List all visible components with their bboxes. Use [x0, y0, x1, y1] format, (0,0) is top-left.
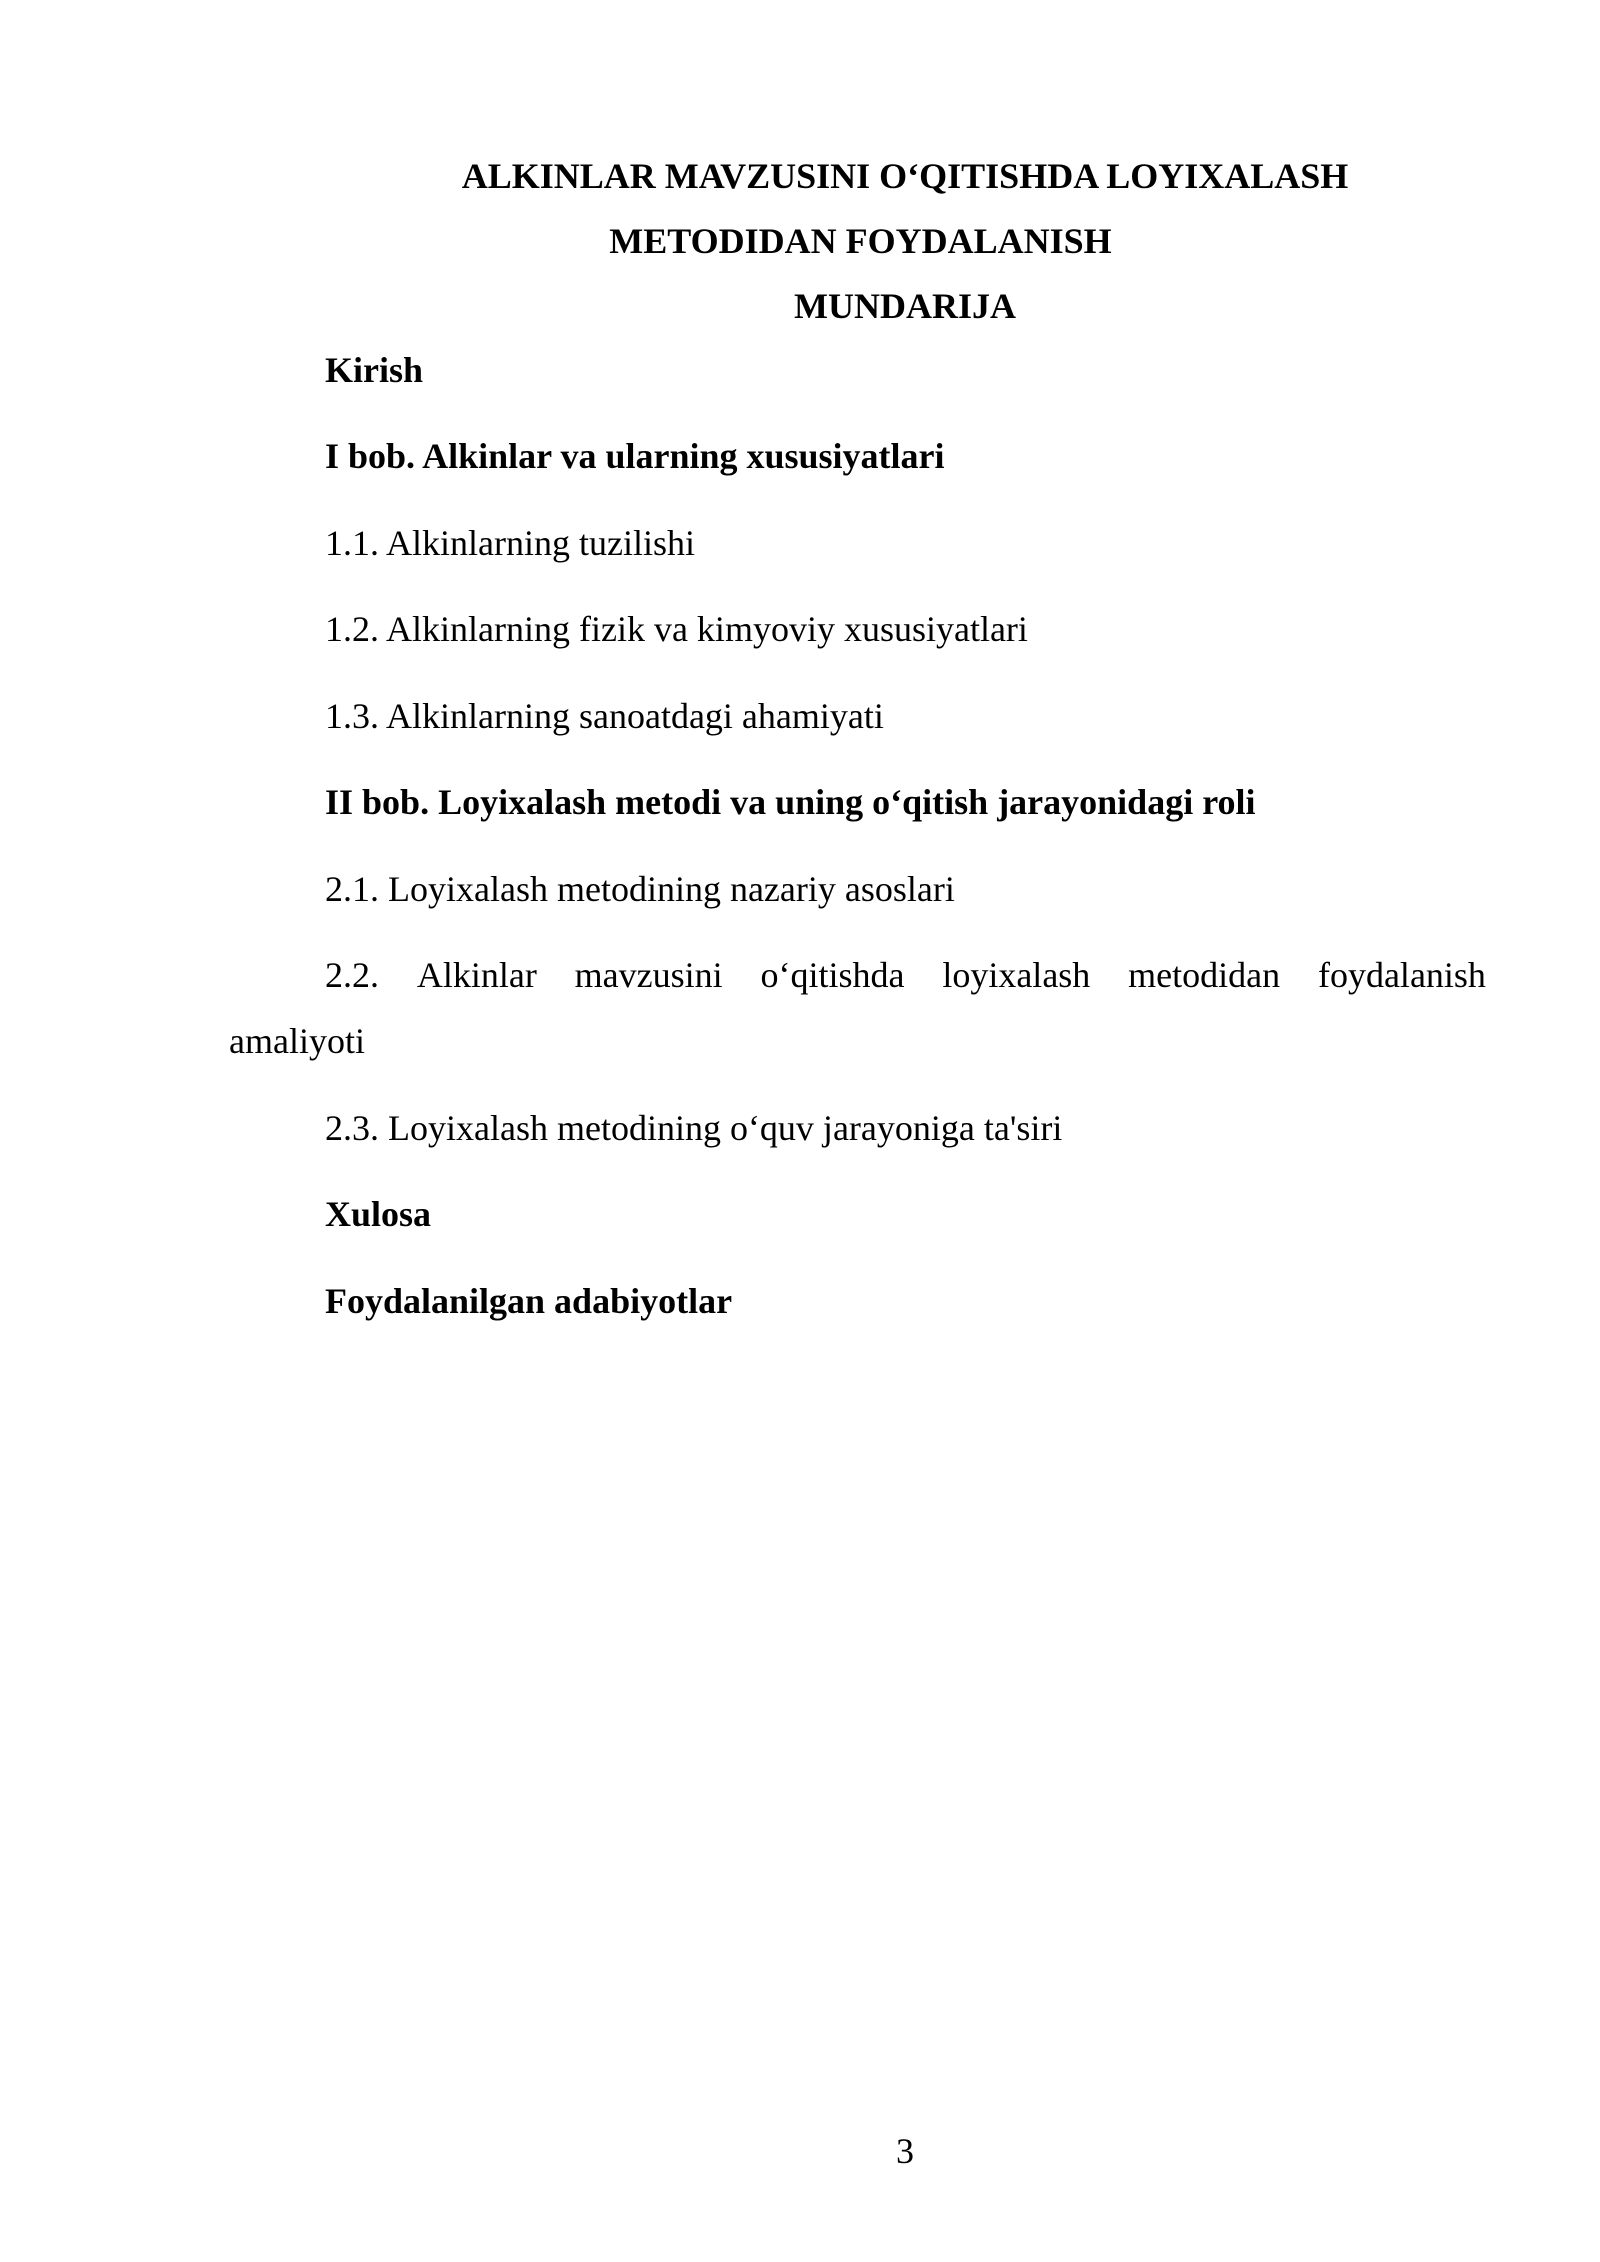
document-title-line-2: METODIDAN FOYDALANISH: [609, 221, 1112, 261]
toc-section-2-2: [229, 942, 1486, 1074]
toc-section-1-3: 1.3. Alkinlarning sanoatdagi ahamiyati: [325, 696, 884, 736]
contents-heading: MUNDARIJA: [794, 286, 1016, 326]
toc-intro: Kirish: [325, 350, 424, 390]
toc-section-1-2: 1.2. Alkinlarning fizik va kimyoviy xususiyatlari: [325, 609, 1028, 649]
toc-word: loyixalash: [942, 955, 1091, 995]
document-title-line-1: ALKINLAR MAVZUSINI O‘QITISHDA LOYIXALASH: [461, 156, 1349, 196]
toc-conclusion: Xulosa: [325, 1194, 432, 1234]
toc-chapter-2: II bob. Loyixalash metodi va uning o‘qitish jarayonidagi roli: [325, 782, 1256, 822]
toc-section-2-2-line-2: amaliyoti: [229, 1021, 365, 1061]
page-number: 3: [896, 2131, 914, 2171]
toc-section-1-1: 1.1. Alkinlarning tuzilishi: [325, 523, 695, 563]
toc-word: mavzusini: [574, 955, 723, 995]
toc-word: 2.2.: [325, 955, 379, 995]
toc-word: metodidan: [1128, 955, 1281, 995]
toc-references: Foydalanilgan adabiyotlar: [325, 1281, 733, 1321]
toc-word: o‘qitishda: [760, 955, 905, 995]
toc-section-2-1: 2.1. Loyixalash metodining nazariy asoslari: [325, 869, 955, 909]
toc-word: Alkinlar: [416, 955, 537, 995]
toc-chapter-1: I bob. Alkinlar va ularning xususiyatlari: [325, 436, 945, 476]
toc-section-2-3: 2.3. Loyixalash metodining o‘quv jarayoniga ta'siri: [325, 1108, 1063, 1148]
toc-section-2-2-line-1: [229, 942, 1486, 1008]
toc-word: foydalanish: [1317, 955, 1486, 995]
